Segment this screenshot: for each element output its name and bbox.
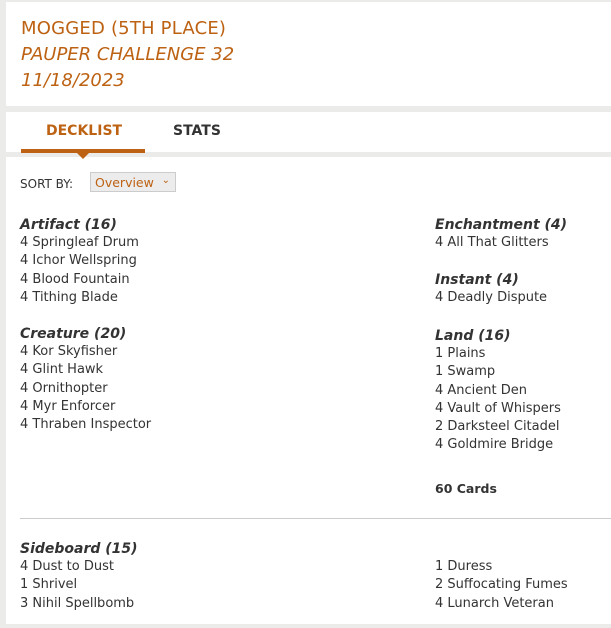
- section-title: Artifact (16): [20, 217, 117, 233]
- card-item[interactable]: 4 Ancient Den: [435, 382, 528, 398]
- card-item[interactable]: 3 Nihil Spellbomb: [20, 595, 135, 611]
- card-item[interactable]: 4 Blood Fountain: [20, 271, 130, 287]
- section-title: Instant (4): [435, 272, 519, 288]
- card-item[interactable]: 1 Shrivel: [20, 577, 78, 593]
- sort-value: Overview: [95, 175, 154, 190]
- card-item[interactable]: 4 Ichor Wellspring: [20, 253, 137, 269]
- section-sideboard: [20, 540, 138, 613]
- decklist-panel: [6, 157, 611, 624]
- deck-name: MOGGED (5TH PLACE): [21, 18, 227, 39]
- section-artifact: [20, 216, 139, 307]
- tab-stats[interactable]: STATS: [173, 123, 221, 139]
- card-item[interactable]: 4 All That Glitters: [435, 235, 549, 250]
- tab-bar: [6, 112, 611, 152]
- section-land: [435, 327, 561, 455]
- tab-decklist[interactable]: DECKLIST: [46, 123, 123, 139]
- section-instant: [435, 271, 547, 307]
- sort-label: SORT BY:: [20, 177, 74, 191]
- card-item[interactable]: 1 Plains: [435, 346, 486, 361]
- section-creature: [20, 325, 151, 434]
- card-item[interactable]: 4 Springleaf Drum: [20, 235, 139, 250]
- section-title: Land (16): [435, 328, 511, 344]
- section-title: Enchantment (4): [435, 217, 568, 233]
- card-item[interactable]: 2 Darksteel Citadel: [435, 419, 560, 435]
- card-total: 60 Cards: [435, 481, 497, 496]
- sideboard-right-column: [435, 558, 568, 613]
- card-item[interactable]: 4 Myr Enforcer: [20, 398, 116, 414]
- sort-select[interactable]: [90, 172, 176, 192]
- event-name: PAUPER CHALLENGE 32: [21, 44, 235, 65]
- card-item[interactable]: 1 Duress: [435, 559, 493, 574]
- chevron-down-icon: ⌄: [161, 175, 170, 186]
- deck-header: [6, 2, 611, 106]
- active-tab-caret-icon: [76, 152, 90, 159]
- card-item[interactable]: 4 Kor Skyfisher: [20, 344, 118, 359]
- card-item[interactable]: 4 Ornithopter: [20, 380, 108, 396]
- card-item[interactable]: 4 Glint Hawk: [20, 362, 104, 378]
- card-item[interactable]: 4 Dust to Dust: [20, 559, 114, 574]
- card-item[interactable]: 4 Deadly Dispute: [435, 290, 548, 305]
- card-item[interactable]: 4 Thraben Inspector: [20, 417, 152, 433]
- card-item[interactable]: 1 Swamp: [435, 364, 496, 380]
- card-item[interactable]: 4 Vault of Whispers: [435, 400, 561, 416]
- section-title: Creature (20): [20, 326, 127, 342]
- section-title: Sideboard (15): [20, 541, 138, 557]
- event-date: 11/18/2023: [21, 70, 125, 91]
- divider: [20, 518, 611, 519]
- card-item[interactable]: 2 Suffocating Fumes: [435, 577, 568, 593]
- card-item[interactable]: 4 Lunarch Veteran: [435, 595, 554, 611]
- card-item[interactable]: 4 Goldmire Bridge: [435, 437, 554, 453]
- card-item[interactable]: 4 Tithing Blade: [20, 289, 118, 305]
- section-enchantment: [435, 216, 567, 252]
